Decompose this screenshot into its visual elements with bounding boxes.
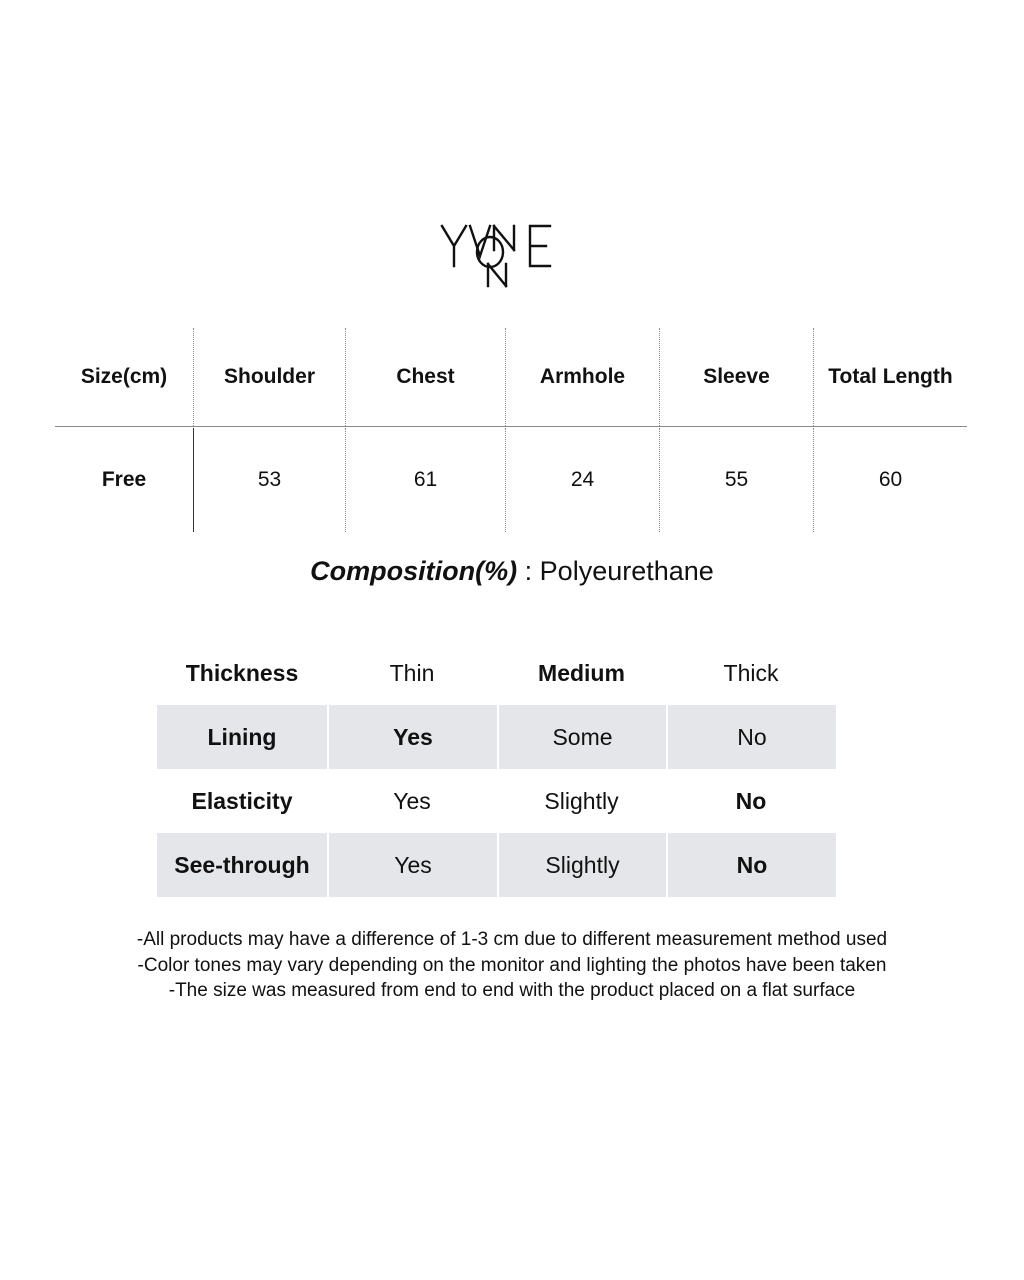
- fabric-option: Thin: [389, 659, 435, 686]
- shoulder-header-cell: Shoulder: [193, 328, 345, 426]
- fabric-option: No: [735, 787, 767, 814]
- total-length-value-cell: 60: [813, 428, 967, 532]
- fabric-option: Yes: [327, 705, 497, 769]
- armhole-header-cell: Armhole: [505, 328, 659, 426]
- size-table-header-row: [55, 328, 967, 426]
- composition-line: [0, 556, 1024, 587]
- fabric-row-label: Lining: [207, 723, 277, 750]
- size-notes: [0, 927, 1024, 1004]
- size-value-cell: Free: [101, 468, 147, 491]
- fabric-option: Slightly: [544, 787, 619, 814]
- fabric-option: Slightly: [497, 833, 666, 897]
- fabric-option: Yes: [327, 833, 497, 897]
- shoulder-value-cell: 53: [193, 428, 345, 532]
- sleeve-value-cell: 55: [659, 428, 813, 532]
- note-line: -Color tones may vary depending on the monitor and lighting the photos have been taken: [137, 954, 887, 976]
- composition-separator: :: [517, 556, 540, 586]
- note-line: -The size was measured from end to end with the product placed on a flat surface: [168, 980, 856, 1001]
- fabric-row-label: See-through: [174, 851, 310, 878]
- fabric-row-thickness: [157, 641, 836, 705]
- composition-value: Polyeurethane: [539, 556, 714, 586]
- size-table-row: [55, 428, 967, 532]
- size-header-cell: Size(cm): [80, 365, 168, 388]
- note-line: -All products may have a difference of 1-3 cm due to different measurement method used: [136, 929, 888, 950]
- size-table: [55, 328, 967, 532]
- fabric-row-label: Elasticity: [191, 787, 293, 814]
- brand-logo-mark: [432, 212, 562, 292]
- fabric-option: No: [666, 705, 836, 769]
- fabric-option: No: [666, 833, 836, 897]
- fabric-option: Thick: [723, 659, 779, 686]
- chest-header-cell: Chest: [345, 328, 505, 426]
- composition-label: Composition(%): [310, 556, 518, 586]
- size-table-divider: [55, 426, 967, 427]
- fabric-row-lining: [157, 705, 836, 769]
- total-length-header-cell: Total Length: [813, 328, 967, 426]
- fabric-properties-table: [157, 641, 836, 897]
- fabric-option: Yes: [393, 787, 431, 814]
- chest-value-cell: 61: [345, 428, 505, 532]
- fabric-option: Some: [497, 705, 666, 769]
- fabric-option: Medium: [538, 659, 625, 686]
- sleeve-header-cell: Sleeve: [659, 328, 813, 426]
- armhole-value-cell: 24: [505, 428, 659, 532]
- fabric-row-label: Thickness: [185, 659, 299, 686]
- fabric-row-elasticity: [157, 769, 836, 833]
- brand-logo: [432, 212, 562, 292]
- fabric-row-see-through: [157, 833, 836, 897]
